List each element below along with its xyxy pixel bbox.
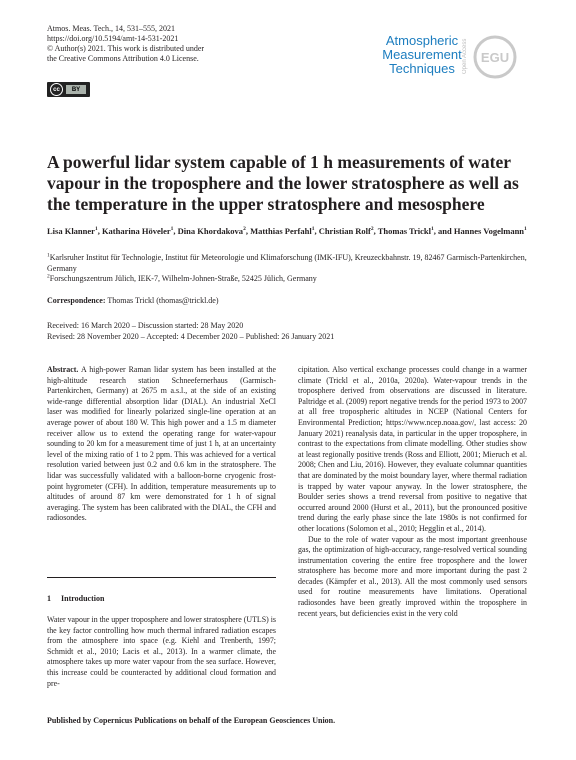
received-date: Received: 16 March 2020 – Discussion started: 28 May 2020 (47, 321, 244, 330)
open-access-label: Open Access (462, 38, 468, 74)
author: Matthias Perfahl$^1$ (250, 226, 315, 236)
author: Hannes Vogelmann$^1$ (453, 226, 527, 236)
correspondence-value[interactable]: Thomas Trickl (thomas@trickl.de) (107, 296, 219, 305)
author: Katharina Höveler$^1$ (101, 226, 174, 236)
journal-name-line-2: Measurement (382, 47, 462, 62)
license-line-1: © Author(s) 2021. This work is distributed under (47, 44, 205, 53)
journal-name-line-3: Techniques (389, 61, 455, 76)
abstract-text: A high-power Raman lidar system has been installed at the high-altitude research station Schneefernerhaus (Garmisch-Partenkirchen, Germany) at 2675 m a.s.l., at the side of an existing wide-range differential absorption lidar (DIAL). An industrial XeCl laser was modified for linearly polarized single-line operation at an average power of about 180 W. This high power and a 1.5 m diameter receiver allow us to extend the operating range for water-vapour sounding to 20 km for a measurement time of just 1 h, at an uncertainty level of the mixing ratio of 1 to 2 ppm. This was achieved for a vertical resolution varied between just 0.2 and 0.6 km in the stratosphere. The lidar was successfully validated with a balloon-borne cryogenic frost-point hygrometer (CFH). In addition, temperature measurements up to altitudes of around 87 km were demonstrated for 1 h of signal averaging. The system has been calibrated with the DIAL, the CFH and radiosondes. (47, 365, 276, 523)
author-list: Lisa Klanner$^1$, Katharina Höveler$^1$, Dina Khordakova$^2$, Matthias Perfahl$^1$, Christian Rolf$^2$, Thomas Trickl$^1$, and Hannes Vogelmann$^1$ (47, 226, 527, 236)
section-title: Introduction (61, 594, 105, 603)
intro-paragraph-left: Water vapour in the upper troposphere and lower stratosphere (UTLS) is the key factor controlling how much thermal infrared radiation escapes from the atmosphere into space (e.g. Kiehl and Trenberth, 1997; Schmidt et al., 2010; Lacis et al., 2013). In a warmer climate, the atmosphere takes up more water vapour from the sea surface. However, this increase could be counteracted by additional cloud formation and pre- (47, 615, 276, 688)
correspondence (47, 296, 527, 306)
publisher-footer: Published by Copernicus Publications on behalf of the European Geosciences Union. (47, 716, 336, 725)
author: Christian Rolf$^2$ (318, 226, 374, 236)
article-dates (47, 320, 527, 342)
section-heading (47, 594, 276, 603)
correspondence-label: Correspondence: (47, 296, 106, 305)
journal-name-line-1: Atmospheric (385, 33, 459, 48)
cc-by-badge[interactable] (47, 82, 90, 97)
by-icon: BY (66, 85, 86, 94)
journal-logo (380, 34, 464, 76)
doi-link[interactable]: https://doi.org/10.5194/amt-14-531-2021 (47, 34, 179, 43)
intro-column-right (298, 365, 527, 619)
egu-logo-text: EGU (480, 50, 510, 65)
article-metadata (47, 24, 307, 64)
citation: Atmos. Meas. Tech., 14, 531–555, 2021 (47, 24, 175, 33)
abstract-label: Abstract. (47, 365, 79, 374)
abstract (47, 365, 276, 524)
article-title: A powerful lidar system capable of 1 h measurements of water vapour in the troposphere and the lower stratosphere as well as the temperature in the upper stratosphere and mesosphere (47, 152, 519, 214)
license-line-2: the Creative Commons Attribution 4.0 License. (47, 54, 199, 63)
author: Dina Khordakova$^2$ (177, 226, 246, 236)
affiliations (47, 253, 527, 285)
affiliation: $^2$Forschungszentrum Jülich, IEK-7, Wilhelm-Johnen-Straße, 52425 Jülich, Germany (47, 273, 317, 283)
affiliation: $^1$Karlsruher Institut für Technologie, Institut für Meteorologie und Klimaforschung (IMK-IFU), Kreuzeckbahnstr. 19, 82467 Garmisch-Partenkirchen, Germany (47, 252, 527, 273)
abstract-divider (47, 577, 276, 578)
author: Lisa Klanner$^1$ (47, 226, 98, 236)
author: Thomas Trickl$^1$ (377, 226, 434, 236)
egu-logo-icon (473, 35, 517, 79)
revised-date: Revised: 28 November 2020 – Accepted: 4 December 2020 – Published: 26 January 2021 (47, 332, 335, 341)
intro-paragraph: Due to the role of water vapour as the most important greenhouse gas, the optimization of high-accuracy, range-resolved vertical sounding instrumentation covering the entire free troposphere and the lower stratosphere has become more and more important during the past 2 decades (Kämpfer et al., 2013). All the most commonly used sensors used for routine measurements have limitations. Operational radiosondes have been greatly improved within the troposphere in recent years, but deficiencies exist in the very cold (298, 534, 527, 618)
section-number: 1 (47, 594, 51, 603)
intro-paragraph: cipitation. Also vertical exchange processes could change in a warmer climate (Trickl et al., 2010a, 2020a). Water-vapour trends in the troposphere derived from observations are discussed in literature. Paltridge et al. (2009) report negative trends for the period 1973 to 2007 at all free tropospheric altitudes in NCEP (National Centers for Environmental Prediction; https://www.ncep.noaa.gov/, last access: 20 January 2021) reanalysis data, in particular in the upper troposphere, in contrast to the expectations from climate modelling. Other studies show at least regionally positive trends (Ross and Elliott, 2001; Mieruch et al. 2008; Chen and Liu, 2016). However, they evaluate columnar quantities that are dominated by the moist boundary layer, where thermal radiation is trapped by water vapour anyway. In the lower stratosphere, the Boulder series shows a trend reversal from positive to negative that occurred around 2000 (Hurst et al., 2011), but the pronounced positive trend during the early phase since the late 1980s is not confirmed for other locations (Solomon et al., 2010; Hegglin et al., 2014). (298, 365, 527, 533)
cc-icon: cc (50, 83, 63, 96)
